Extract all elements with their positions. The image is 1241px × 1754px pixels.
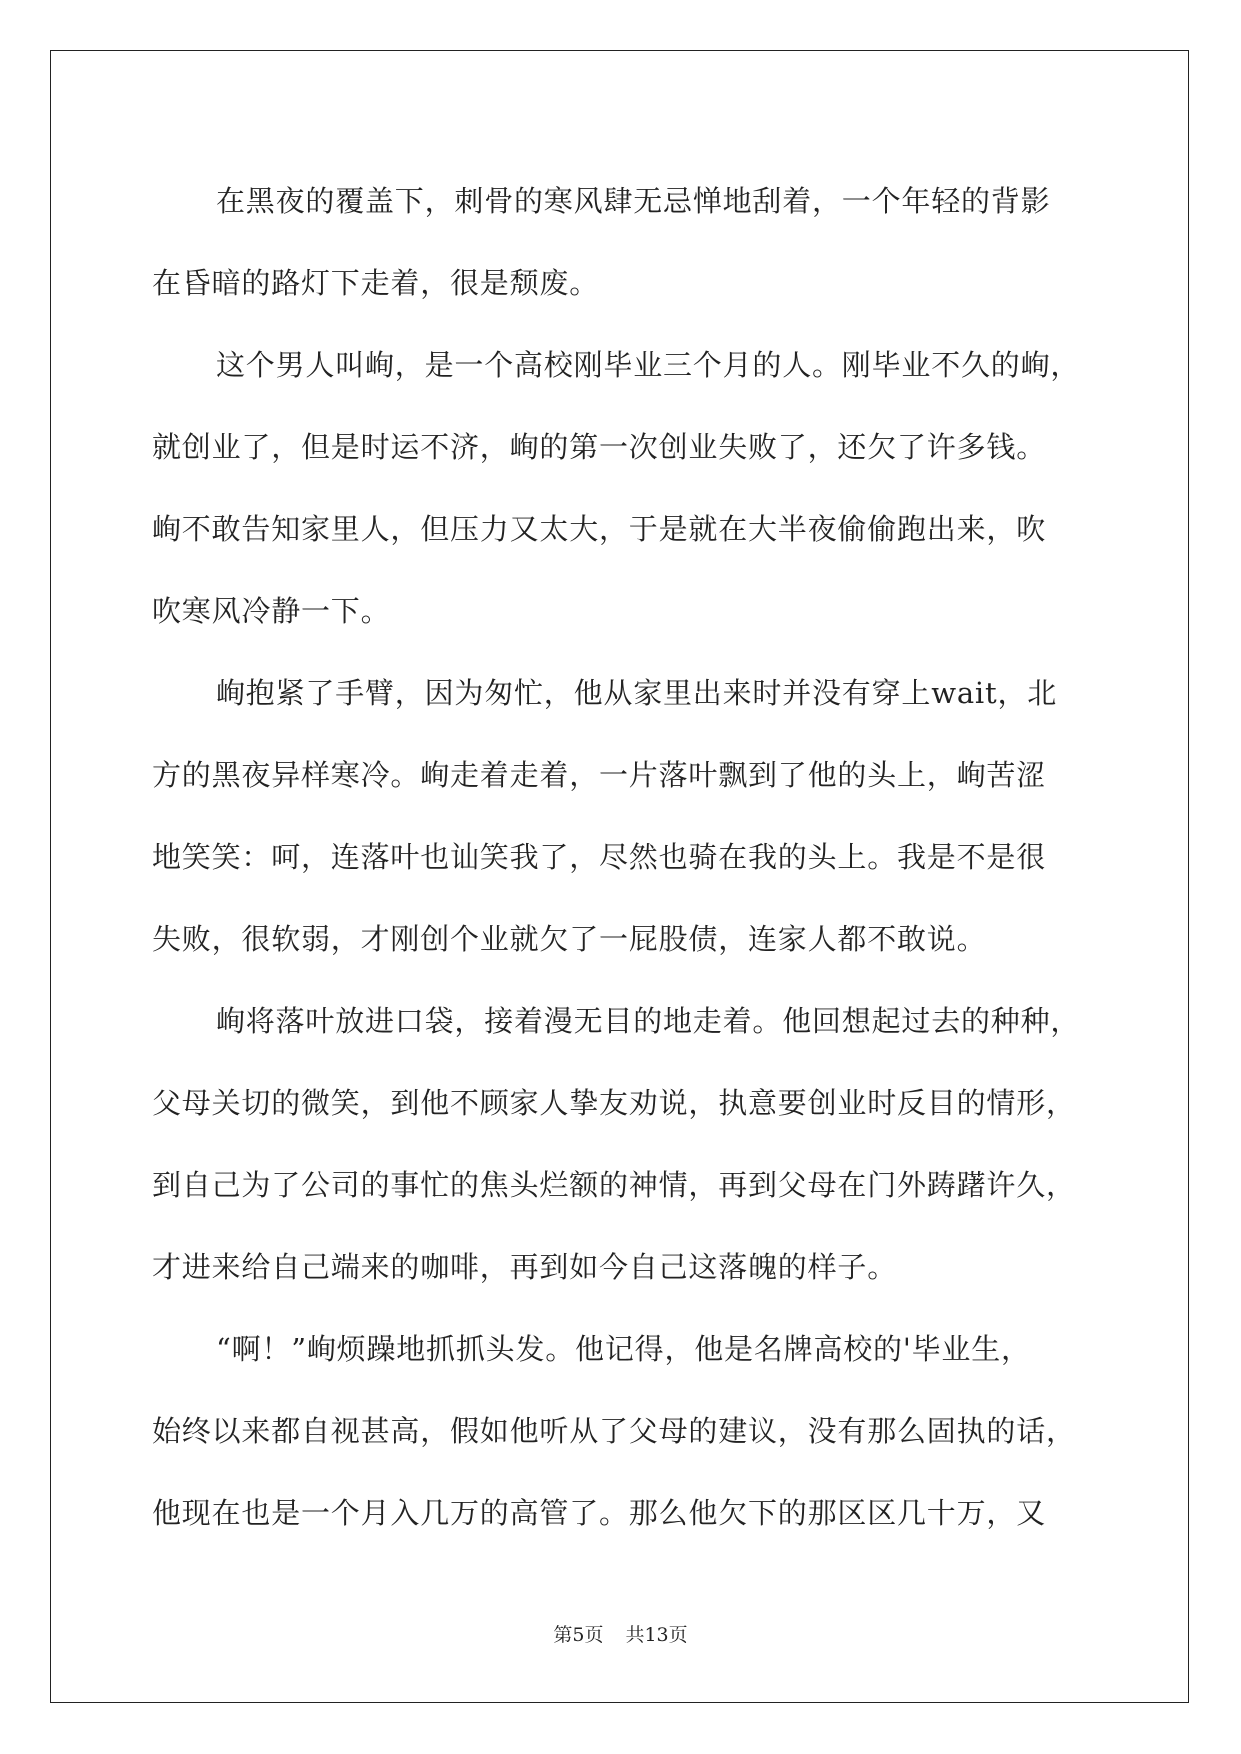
paragraph-4-line-1: 峋将落叶放进口袋，接着漫无目的地走着。他回想起过去的种种，: [216, 1004, 1081, 1038]
page-number-current: 第5页: [553, 1624, 604, 1646]
paragraph-2-line-4: 吹寒风冷静一下。: [152, 594, 391, 628]
page-footer: [0, 1620, 1241, 1647]
paragraph-3-line-3: 地笑笑：呵，连落叶也讪笑我了，尽然也骑在我的头上。我是不是很: [152, 840, 1047, 874]
paragraph-4-line-4: 才进来给自己端来的咖啡，再到如今自己这落魄的样子。: [152, 1250, 898, 1284]
paragraph-1-line-1: 在黑夜的覆盖下，刺骨的寒风肆无忌惮地刮着，一个年轻的背影: [216, 184, 1051, 218]
paragraph-2-line-1: 这个男人叫峋，是一个高校刚毕业三个月的人。刚毕业不久的峋，: [216, 348, 1081, 382]
paragraph-3-line-4: 失败，很软弱，才刚创个业就欠了一屁股债，连家人都不敢说。: [152, 922, 987, 956]
paragraph-4-line-2: 父母关切的微笑，到他不顾家人挚友劝说，执意要创业时反目的情形，: [152, 1086, 1076, 1120]
paragraph-5-line-3: 他现在也是一个月入几万的高管了。那么他欠下的那区区几十万，又: [152, 1496, 1047, 1530]
document-body: [152, 160, 1092, 1554]
paragraph-1-line-2: 在昏暗的路灯下走着，很是颓废。: [152, 266, 600, 300]
paragraph-3-line-1: 峋抱紧了手臂，因为匆忙，他从家里出来时并没有穿上wait，北: [216, 676, 1058, 710]
paragraph-5-line-2: 始终以来都自视甚高，假如他听从了父母的建议，没有那么固执的话，: [152, 1414, 1076, 1448]
page-number-total: 共13页: [625, 1624, 688, 1646]
paragraph-2-line-3: 峋不敢告知家里人，但压力又太大，于是就在大半夜偷偷跑出来，吹: [152, 512, 1047, 546]
paragraph-5-line-1: “啊！”峋烦躁地抓抓头发。他记得，他是名牌高校的'毕业生，: [216, 1332, 1031, 1366]
paragraph-3-line-2: 方的黑夜异样寒冷。峋走着走着，一片落叶飘到了他的头上，峋苦涩: [152, 758, 1047, 792]
paragraph-2-line-2: 就创业了，但是时运不济，峋的第一次创业失败了，还欠了许多钱。: [152, 430, 1047, 464]
paragraph-4-line-3: 到自己为了公司的事忙的焦头烂额的神情，再到父母在门外踌躇许久，: [152, 1168, 1076, 1202]
